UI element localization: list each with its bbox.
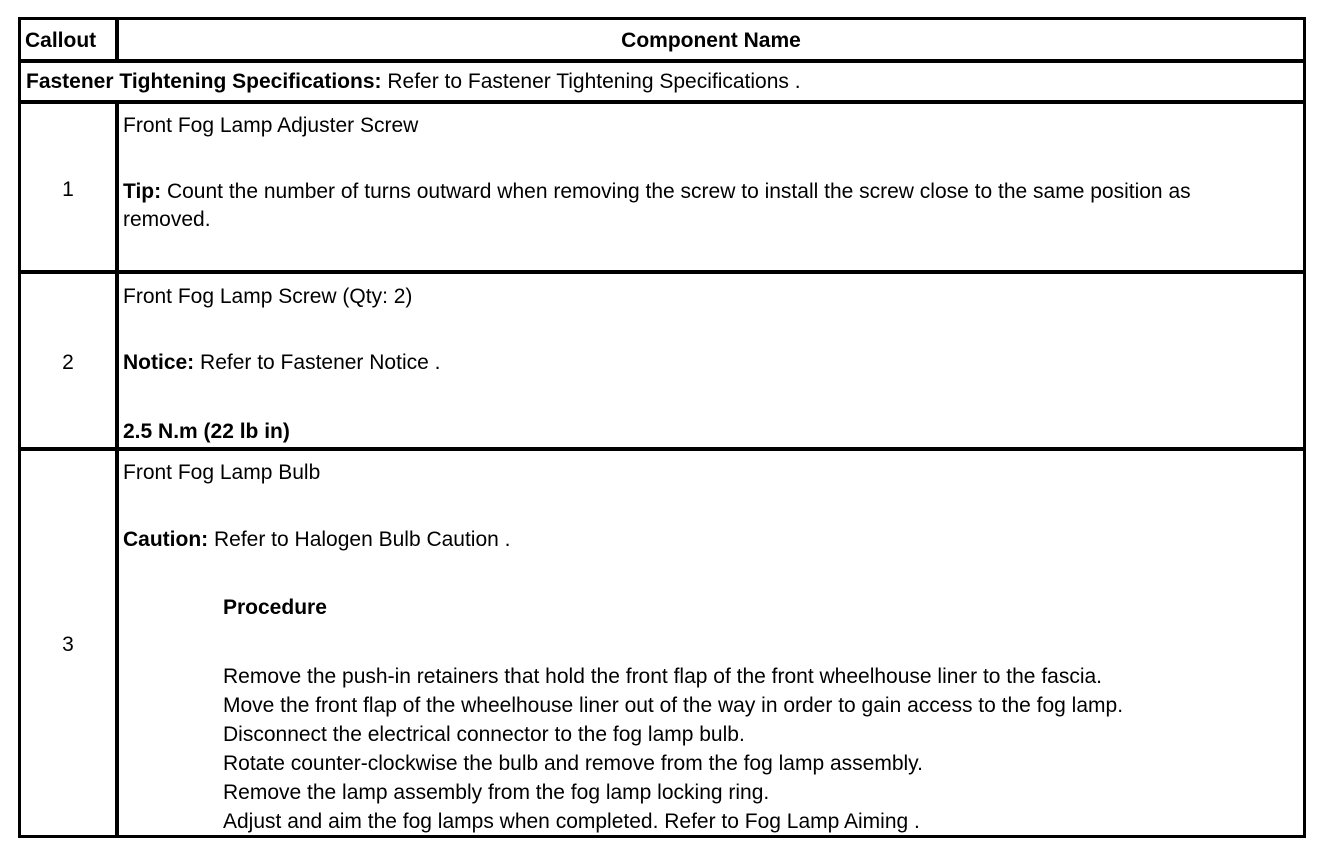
row-2-notice-label: Notice: (123, 351, 195, 374)
procedure-step: Remove the lamp assembly from the fog lamp locking ring. (223, 781, 770, 804)
fastener-spec-row (26, 70, 801, 94)
row-3-component-name: Front Fog Lamp Bulb (123, 461, 321, 484)
row-1-callout: 1 (62, 178, 74, 201)
row-3-caution-label: Caution: (123, 528, 209, 551)
header-component-name: Component Name (621, 29, 801, 52)
row-3-callout: 3 (62, 633, 74, 656)
row-1-component-name: Front Fog Lamp Adjuster Screw (123, 114, 419, 137)
fastener-row-divider (21, 100, 1303, 104)
row-1-divider (21, 270, 1303, 274)
procedure-steps (223, 662, 1123, 836)
row-1-tip-label: Tip: (123, 180, 162, 203)
procedure-step: Rotate counter-clockwise the bulb and remove from the fog lamp assembly. (223, 752, 923, 775)
procedure-step: Move the front flap of the wheelhouse liner out of the way in order to gain access to the fog lamp. (223, 694, 1124, 717)
row-2-notice-text: Refer to Fastener Notice . (194, 351, 441, 374)
row-2-callout: 2 (62, 351, 74, 374)
row-2-torque-spec: 2.5 N.m (22 lb in) (123, 420, 290, 443)
row-1-tip (123, 178, 1283, 234)
row-3-caution-text: Refer to Halogen Bulb Caution . (208, 528, 511, 551)
row-2-component-name: Front Fog Lamp Screw (Qty: 2) (123, 285, 413, 308)
procedure-step: Remove the push-in retainers that hold the front flap of the front wheelhouse liner to the fascia. (223, 665, 1103, 688)
procedure-step: Adjust and aim the fog lamps when completed. Refer to Fog Lamp Aiming . (223, 810, 920, 833)
row-1-tip-text: Count the number of turns outward when removing the screw to install the screw close to the same position as removed. (123, 180, 1191, 231)
procedure-step: Disconnect the electrical connector to the fog lamp bulb. (223, 723, 745, 746)
header-divider (21, 59, 1303, 63)
header-callout: Callout (25, 29, 97, 52)
row-2-divider (21, 447, 1303, 451)
column-divider-body (115, 104, 119, 838)
row-2-notice (123, 351, 440, 375)
row-3-caution (123, 528, 511, 552)
procedure-title: Procedure (223, 596, 327, 619)
fastener-spec-text: Refer to Fastener Tightening Specifications . (381, 70, 801, 93)
component-table (18, 17, 1306, 838)
fastener-spec-label: Fastener Tightening Specifications: (26, 70, 382, 93)
